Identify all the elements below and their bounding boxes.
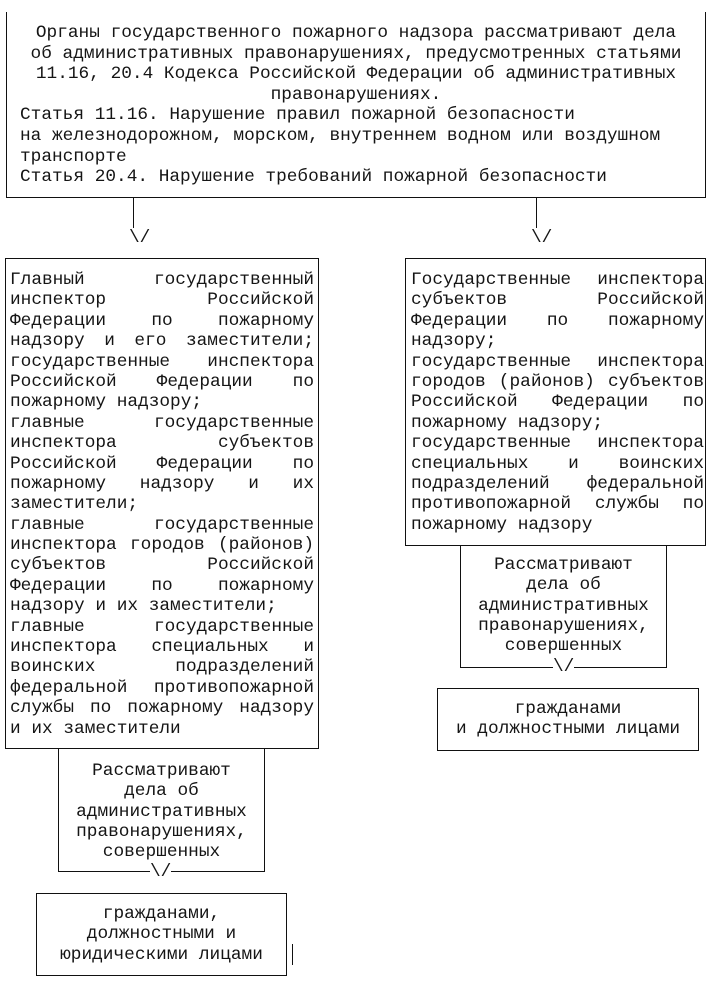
heading-line: 11.16, 20.4 Кодекса Российской Федерации об административных <box>35 64 677 85</box>
right-connector-line <box>536 198 537 228</box>
official-line: и их заместители <box>10 718 181 739</box>
official-line: инспектора специальных и <box>10 637 314 658</box>
official-line: государственные инспектора <box>10 351 314 372</box>
official-line: Федерации по пожарному <box>411 310 704 331</box>
considers-line: административных <box>76 801 247 822</box>
right-considers-box <box>460 545 667 668</box>
article-11-16-line: Статья 11.16. Нарушение правил пожарной безопасности <box>20 105 575 126</box>
official-line: Российской Федерации по <box>10 371 314 392</box>
official-line: пожарному надзору <box>411 514 593 535</box>
official-line: субъектов Российской <box>10 555 314 576</box>
official-line: противопожарной службы по <box>411 494 704 515</box>
left-officials-box <box>5 258 319 749</box>
left-considers-text <box>59 761 264 862</box>
official-line: городов (районов) субъектов <box>411 371 704 392</box>
official-line: инспектор Российской <box>10 290 314 311</box>
official-line: инспектора субъектов <box>10 433 314 454</box>
left-officials-text <box>10 270 314 739</box>
left-considers-box <box>58 749 265 872</box>
left-down-arrow-icon: \/ <box>129 228 151 248</box>
considers-line: Рассматривают <box>92 761 231 781</box>
official-line: Российской Федерации по <box>10 453 314 474</box>
official-line: службы по пожарному надзору <box>10 698 314 719</box>
considers-line: административных <box>478 595 649 616</box>
subjects-line: должностными и <box>86 924 237 945</box>
subjects-line: гражданами <box>514 699 622 719</box>
official-line: подразделений федеральной <box>411 473 704 494</box>
official-line: пожарному надзору и их <box>10 473 314 494</box>
considers-line: совершенных <box>504 636 623 657</box>
official-line: Главный государственный <box>10 270 314 290</box>
official-line: главные государственные <box>10 514 314 535</box>
border-tick <box>292 944 293 965</box>
right-considers-arrow-icon: \/ <box>553 657 575 677</box>
official-line: заместители; <box>10 494 139 515</box>
left-subjects-text <box>37 904 286 965</box>
heading-line: об административных правонарушениях, предусмотренных статьями <box>30 43 682 64</box>
official-line: надзору; <box>411 331 497 352</box>
right-officials-box <box>405 258 706 546</box>
left-considers-arrow-icon: \/ <box>150 862 172 882</box>
official-line: главные государственные <box>10 616 314 637</box>
official-line: федеральной противопожарной <box>10 677 314 698</box>
considers-line: правонарушениях, <box>76 821 247 842</box>
official-line: инспектора городов (районов) <box>10 535 314 556</box>
right-considers-text <box>461 555 666 656</box>
right-down-arrow-icon: \/ <box>531 228 553 248</box>
jurisdiction-header-box <box>6 12 706 198</box>
official-line: государственные инспектора <box>411 433 704 454</box>
article-20-4-line: Статья 20.4. Нарушение требований пожарной безопасности <box>20 167 607 188</box>
official-line: надзору и их заместители; <box>10 596 277 617</box>
right-subjects-text <box>438 699 698 740</box>
considers-line: дела об <box>124 781 199 802</box>
considers-line: Рассматривают <box>494 555 633 575</box>
official-line: воинских подразделений <box>10 657 314 678</box>
considers-line: правонарушениях, <box>478 615 649 636</box>
official-line: Российской Федерации по <box>411 392 704 413</box>
considers-line: дела об <box>526 575 601 596</box>
official-line: специальных и воинских <box>411 453 704 474</box>
official-line: пожарному надзору; <box>411 412 604 433</box>
considers-line: совершенных <box>102 842 221 863</box>
left-subjects-box <box>36 893 287 976</box>
official-line: Государственные инспектора <box>411 270 704 290</box>
right-officials-text <box>411 270 704 535</box>
subjects-line: гражданами, <box>102 904 221 924</box>
article-11-16-line: на железнодорожном, морском, внутреннем водном или воздушном <box>20 125 661 146</box>
header-text <box>7 23 705 188</box>
article-11-16-line: транспорте <box>20 146 127 167</box>
official-line: надзору и его заместители; <box>10 331 314 352</box>
official-line: государственные инспектора <box>411 351 704 372</box>
official-line: главные государственные <box>10 412 314 433</box>
heading-line: Органы государственного пожарного надзора рассматривают дела <box>35 23 677 43</box>
heading-line: правонарушениях. <box>270 84 442 105</box>
official-line: пожарному надзору; <box>10 392 203 413</box>
left-connector-line <box>133 198 134 228</box>
subjects-line: юридическими лицами <box>60 944 263 965</box>
official-line: Федерации по пожарному <box>10 310 314 331</box>
official-line: субъектов Российской <box>411 290 704 311</box>
right-subjects-box <box>437 688 699 751</box>
subjects-line: и должностными лицами <box>455 719 681 740</box>
official-line: Федерации по пожарному <box>10 575 314 596</box>
